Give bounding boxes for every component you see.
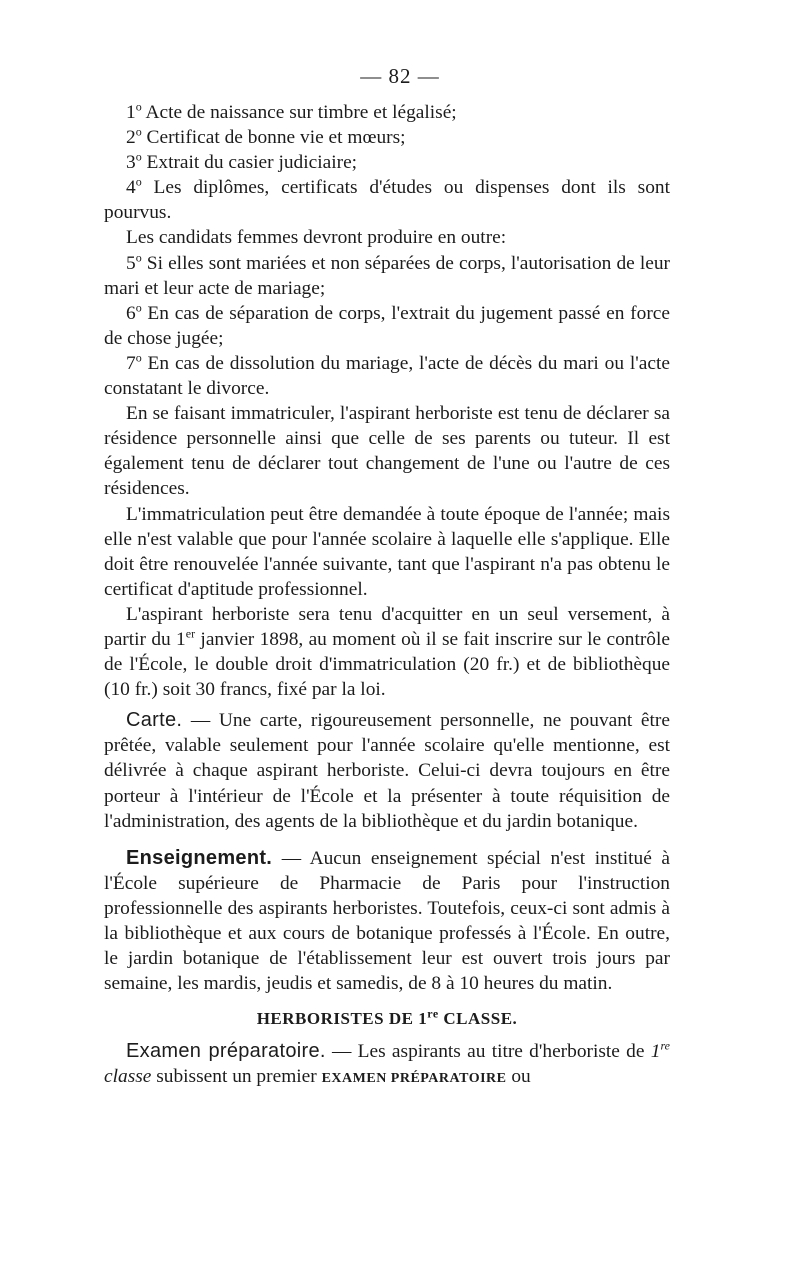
list-item-2: 2$^o$ Certificat de bonne vie et mœurs; bbox=[126, 124, 406, 149]
enseignement-heading: Enseignement. bbox=[126, 846, 273, 869]
carte-heading: Carte. bbox=[126, 709, 183, 732]
page-body bbox=[104, 100, 670, 1092]
women-intro: Les candidats femmes devront produire en outre: bbox=[126, 227, 507, 249]
paragraph-residence: En se faisant immatriculer, l'aspirant herboriste est tenu de déclarer sa résidence personnelle ainsi que celle de ses parents ou tuteur. Il est également tenu de déclarer tout changement de l'une ou l'autre de ces résidences. bbox=[104, 403, 670, 500]
list-item-4: 4$^o$ Les diplômes, certificats d'études ou dispenses dont ils sont pourvus. bbox=[104, 174, 670, 224]
paragraph-immatriculation: L'immatriculation peut être demandée à toute époque de l'année; mais elle n'est valable que pour l'année scolaire à laquelle elle s'applique. Elle doit être renouvelée l'année suivante, tant que l'aspirant n'a pas obtenu le certificat d'aptitude professionnel. bbox=[104, 503, 670, 600]
list-item-6: 6$^o$ En cas de séparation de corps, l'extrait du jugement passé en force de chose jugée; bbox=[104, 300, 670, 349]
list-item-5: 5$^o$ Si elles sont mariées et non séparées de corps, l'autorisation de leur mari et leur acte de mariage; bbox=[104, 250, 670, 299]
list-item-1: 1$^o$ Acte de naissance sur timbre et légalisé; bbox=[126, 99, 457, 123]
examen-heading: Examen préparatoire. bbox=[126, 1040, 326, 1063]
list-item-7: 7$^o$ En cas de dissolution du mariage, l'acte de décès du mari ou l'acte constatant le divorce. bbox=[104, 350, 670, 400]
list-item-3: 3$^o$ Extrait du casier judiciaire; bbox=[126, 149, 358, 174]
paragraph-carte: Carte. — Une carte, rigoureusement personnelle, ne pouvant être prêtée, valable seulement pour l'année scolaire qu'elle mentionne, est délivrée à chaque aspirant herboriste. Celui-ci devra toujours en être porteur à l'intérieur de l'École et la présenter à toute réquisition de l'administration, des agents de la bibliothèque et du jardin botanique. bbox=[104, 709, 670, 832]
section-title: HERBORISTES DE 1re CLASSE. bbox=[256, 1006, 518, 1029]
paragraph-fees: L'aspirant herboriste sera tenu d'acquitter en un seul versement, à partir du 1er janvier 1898, au moment où il se fait inscrire sur le contrôle de l'École, le double droit d'immatriculation (20 fr.) et de bibliothèque (10 fr.) soit 30 francs, fixé par la loi. bbox=[104, 603, 670, 701]
paragraph-enseignement: Enseignement. — Aucun enseignement spécial n'est institué à l'École supérieure de Pharmacie de Paris pour l'instruction professionnelle des aspirants herboristes. Toutefois, ceux-ci sont admis à la bibliothèque et aux cours de botanique professés à l'École. En outre, le jardin botanique de l'établissement leur est ouvert trois jours par semaine, les mardis, jeudis et samedis, de 8 à 10 heures du matin. bbox=[104, 846, 670, 995]
page-number: — 82 — bbox=[360, 64, 440, 88]
paragraph-examen: Examen préparatoire. — Les aspirants au titre d'herboriste de 1re classe subissent un premier EXAMEN PRÉPARATOIRE ou bbox=[104, 1038, 670, 1088]
